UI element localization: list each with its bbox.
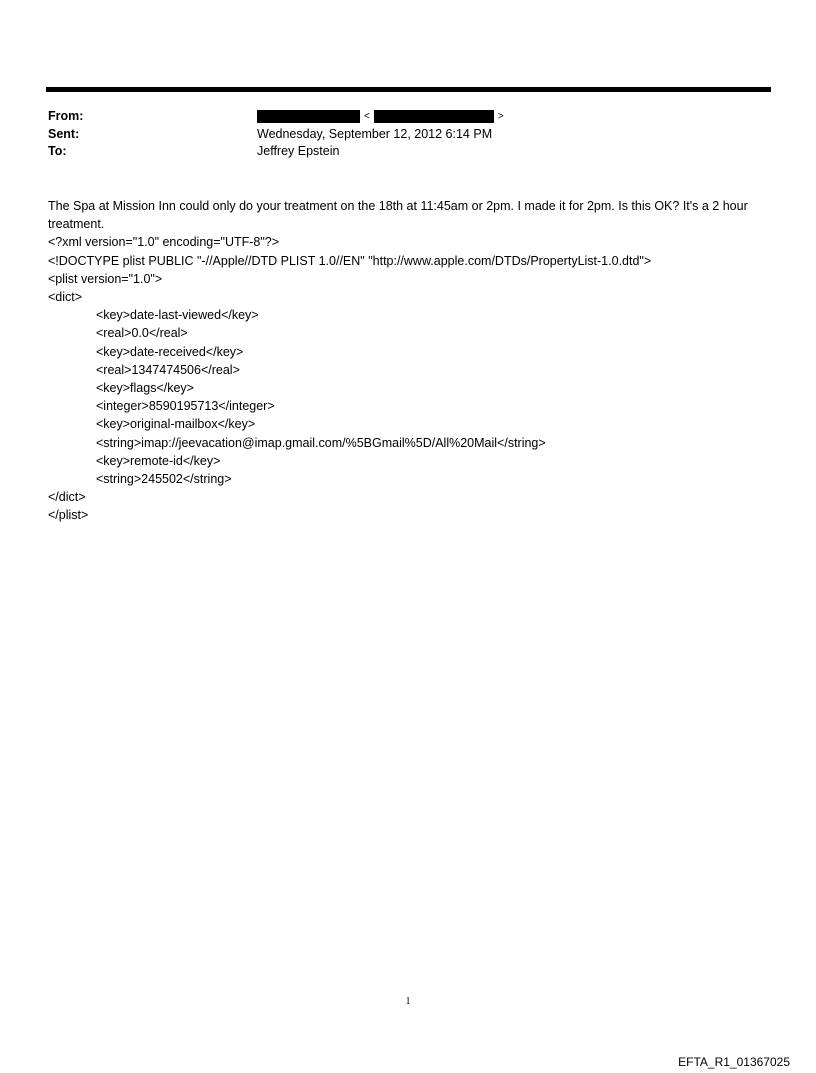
plist-line: <key>flags</key>	[96, 381, 194, 396]
from-value	[257, 108, 508, 126]
plist-line: <dict>	[48, 290, 83, 305]
plist-line: <integer>8590195713</integer>	[96, 399, 275, 414]
email-body	[48, 197, 778, 525]
email-open-bracket: <	[364, 111, 370, 122]
plist-line: <key>date-received</key>	[96, 344, 244, 359]
plist-line: <string>imap://jeevacation@imap.gmail.com/%5BGmail%5D/All%20Mail</string>	[96, 435, 546, 450]
plist-line: <!DOCTYPE plist PUBLIC "-//Apple//DTD PLIST 1.0//EN" "http://www.apple.com/DTDs/PropertyList-1.0.dtd">	[48, 253, 652, 268]
document-id: EFTA_R1_01367025	[678, 1055, 790, 1069]
plist-line: <string>245502</string>	[96, 472, 232, 487]
from-row	[48, 108, 748, 126]
plist-line: <?xml version="1.0" encoding="UTF-8"?>	[48, 235, 280, 250]
sent-value: Wednesday, September 12, 2012 6:14 PM	[257, 126, 493, 141]
sent-row	[48, 126, 748, 144]
plist-line: <real>0.0</real>	[96, 326, 188, 341]
message-paragraph: The Spa at Mission Inn could only do your treatment on the 18th at 11:45am or 2pm. I made it for 2pm. Is this OK? It's a 2 hour treatment.	[48, 199, 748, 232]
plist-line: <real>1347474506</real>	[96, 362, 240, 377]
email-close-bracket: >	[497, 111, 504, 122]
plist-block	[48, 233, 778, 524]
to-row	[48, 143, 748, 161]
plist-line: <key>original-mailbox</key>	[96, 417, 256, 432]
plist-line: <key>date-last-viewed</key>	[96, 308, 259, 323]
sent-label: Sent:	[48, 126, 80, 141]
plist-line: <plist version="1.0">	[48, 271, 163, 286]
redacted-sender-email	[374, 110, 494, 123]
to-label: To:	[48, 144, 67, 158]
plist-line: </dict>	[48, 490, 86, 505]
redacted-sender-name	[257, 110, 360, 123]
email-header	[48, 108, 748, 161]
to-value: Jeffrey Epstein	[257, 144, 340, 158]
plist-line: <key>remote-id</key>	[96, 453, 221, 468]
header-divider	[46, 87, 771, 92]
from-label: From:	[48, 109, 84, 123]
page-number: 1	[405, 996, 411, 1007]
plist-line: </plist>	[48, 508, 89, 523]
